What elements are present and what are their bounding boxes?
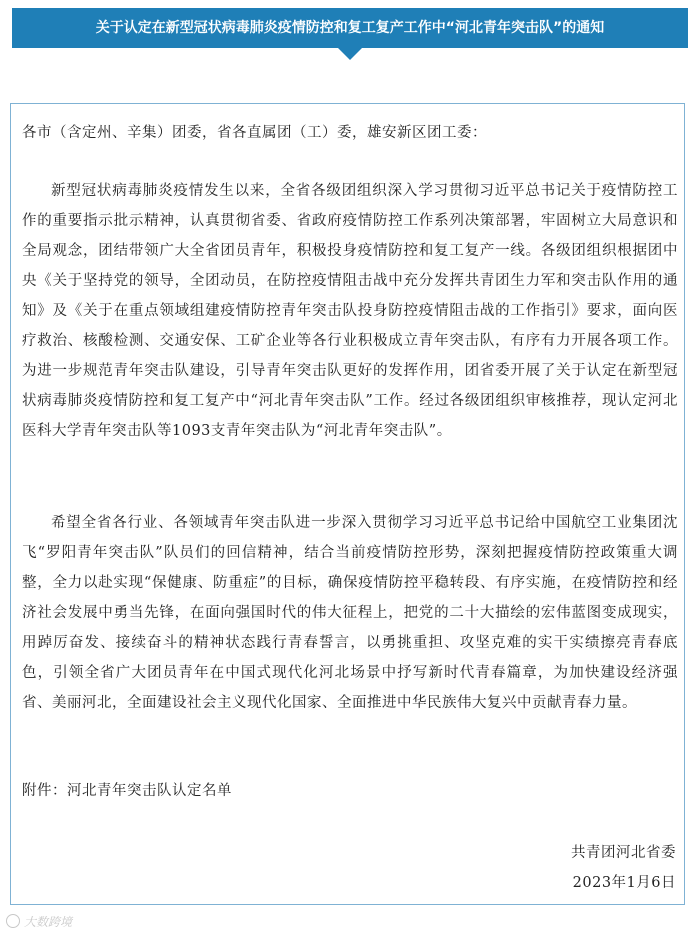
watermark-logo-icon [6,914,20,928]
notice-attachment: 附件：河北青年突击队认定名单 [22,783,232,799]
notice-signature-org: 共青团河北省委 [571,845,676,861]
notice-signature-date: 2023年1月6日 [572,875,676,891]
notice-title-banner: 关于认定在新型冠状病毒肺炎疫情防控和复工复产工作中“河北青年突击队”的通知 [12,8,688,48]
notice-paragraph-2: 希望全省各行业、各领域青年突击队进一步深入贯彻学习习近平总书记给中国航空工业集团沈飞“罗阳青年突击队”队员们的回信精神，结合当前疫情防控形势，深刻把握疫情防控政策重大调整，全力以赴实现“保健康、防重症”的目标，确保疫情防控平稳转段、有序实施，在疫情防控和经济社会发展中勇当先锋，在面向强国时代的伟大征程上，把党的二十大描绘的宏伟蓝图变成现实，用踔厉奋发、接续奋斗的精神状态践行青春誓言，以勇挑重担、攻坚克难的实干实绩擦亮青春底色，引领全省广大团员青年在中国式现代化河北场景中抒写新时代青春篇章，为加快建设经济强省、美丽河北，全面建设社会主义现代化国家、全面推进中华民族伟大复兴中贡献青春力量。 [22,515,678,711]
title-banner-pointer [338,48,362,60]
notice-salutation: 各市（含定州、辛集）团委，省各直属团（工）委，雄安新区团工委： [22,125,487,141]
watermark [6,912,72,930]
watermark-text: 大数跨境 [24,914,73,929]
notice-paragraph-1: 新型冠状病毒肺炎疫情发生以来，全省各级团组织深入学习贯彻习近平总书记关于疫情防控工作的重要指示批示精神，认真贯彻省委、省政府疫情防控工作系列决策部署，牢固树立大局意识和全局观念，团结带领广大全省团员青年，积极投身疫情防控和复工复产一线。各级团组织根据团中央《关于坚持党的领导，全团动员，在防控疫情阻击战中充分发挥共青团生力军和突击队作用的通知》及《关于在重点领域组建疫情防控青年突击队投身防控疫情阻击战的工作指引》要求，面向医疗救治、核酸检测、交通安保、工矿企业等各行业积极成立青年突击队，有序有力开展各项工作。为进一步规范青年突击队建设，引导青年突击队更好的发挥作用，团省委开展了关于认定在新型冠状病毒肺炎疫情防控和复工复产中“河北青年突击队”工作。经过各级团组织审核推荐，现认定河北医科大学青年突击队等1093支青年突击队为“河北青年突击队”。 [22,183,678,439]
